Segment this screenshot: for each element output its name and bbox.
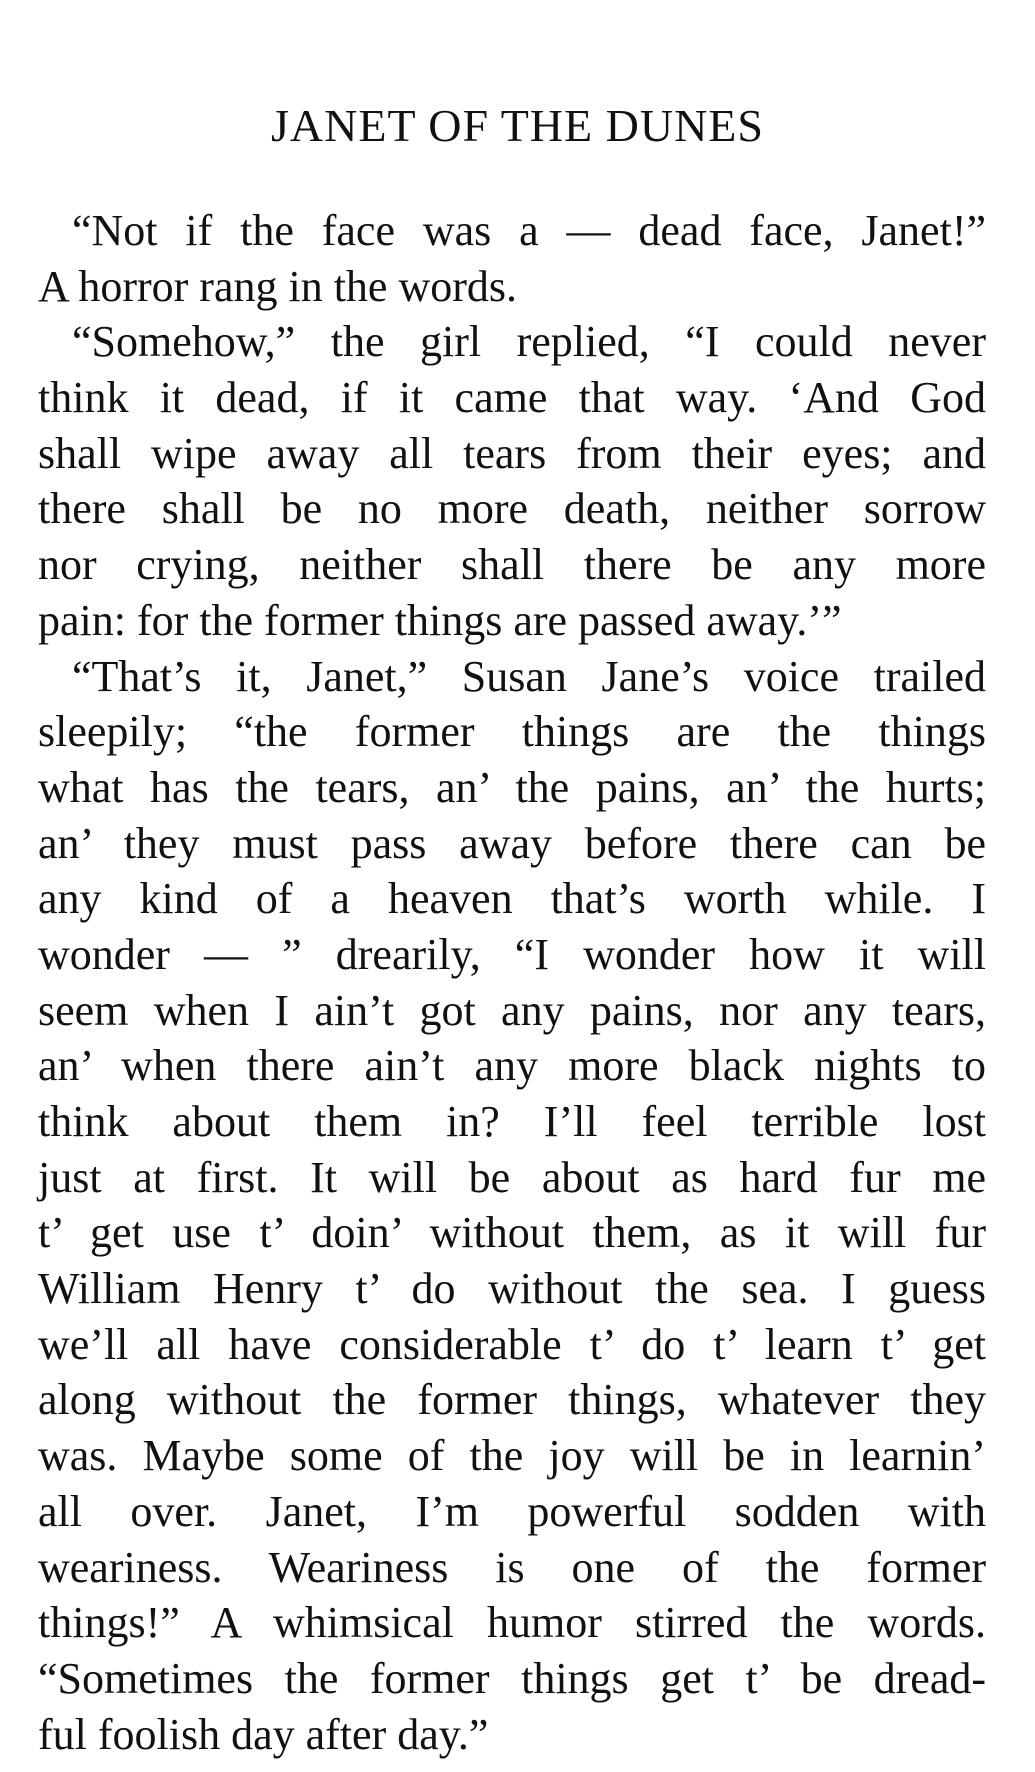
text-line: think about them in? I’ll feel terrible lost bbox=[38, 1097, 986, 1146]
text-line: pain: for the former things are passed away.’” bbox=[38, 595, 842, 645]
text-line: “Not if the face was a — dead face, Janet!” bbox=[72, 206, 986, 255]
text-line: things!” A whimsical humor stirred the words. bbox=[38, 1598, 986, 1648]
text-line: just at first. It will be about as hard fur me bbox=[38, 1152, 986, 1202]
text-line: “That’s it, Janet,” Susan Jane’s voice trailed bbox=[72, 651, 986, 701]
text-line: shall wipe away all tears from their eyes; and bbox=[38, 428, 986, 478]
text-line: seem when I ain’t got any pains, nor any tears, bbox=[38, 985, 986, 1035]
text-line: A horror rang in the words. bbox=[38, 261, 518, 311]
text-line: we’ll all have considerable t’ do t’ learn t’ get bbox=[38, 1319, 986, 1369]
text-line: all over. Janet, I’m powerful sodden with bbox=[38, 1486, 986, 1536]
text-line: think it dead, if it came that way. ‘And God bbox=[38, 373, 986, 423]
text-line: there shall be no more death, neither sorrow bbox=[38, 484, 986, 534]
running-head: JANET OF THE DUNES bbox=[271, 100, 764, 151]
text-line: ful foolish day after day.” bbox=[38, 1709, 489, 1759]
body-text bbox=[38, 203, 986, 1762]
text-line: “Sometimes the former things get t’ be dread- bbox=[38, 1653, 986, 1703]
text-line: was. Maybe some of the joy will be in learnin’ bbox=[38, 1431, 986, 1481]
text-line: “Somehow,” the girl replied, “I could never bbox=[72, 317, 986, 367]
text-line: what has the tears, an’ the pains, an’ the hurts; bbox=[38, 762, 986, 812]
text-line: nor crying, neither shall there be any more bbox=[38, 540, 986, 590]
text-line: William Henry t’ do without the sea. I guess bbox=[38, 1264, 986, 1314]
text-line: any kind of a heaven that’s worth while. I bbox=[38, 874, 986, 924]
text-line: an’ they must pass away before there can be bbox=[38, 818, 986, 868]
text-line: t’ get use t’ doin’ without them, as it will fur bbox=[38, 1208, 986, 1258]
text-line: wonder — ” drearily, “I wonder how it will bbox=[38, 929, 986, 979]
text-line: an’ when there ain’t any more black nights to bbox=[38, 1041, 986, 1091]
text-line: along without the former things, whatever they bbox=[38, 1375, 986, 1425]
text-line: weariness. Weariness is one of the former bbox=[38, 1542, 986, 1592]
text-line: sleepily; “the former things are the things bbox=[38, 707, 986, 757]
